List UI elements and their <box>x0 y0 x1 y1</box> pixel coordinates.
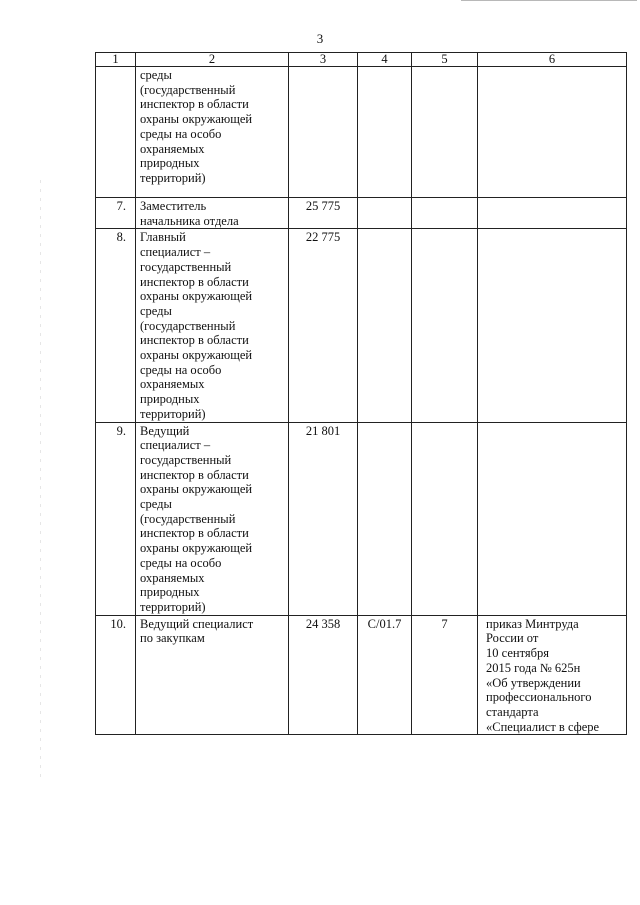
row-number: 10. <box>96 615 136 735</box>
salary <box>289 67 358 198</box>
table-row <box>96 67 627 198</box>
row-number: 9. <box>96 422 136 615</box>
table-header-row <box>96 53 627 67</box>
header-col-4: 4 <box>358 53 412 67</box>
standard-order: приказ Минтруда России от 10 сентября 2015 года № 625н «Об утверждении профессионального стандарта «Специалист в сфере <box>478 615 627 735</box>
table-row <box>96 422 627 615</box>
function-code: C/01.7 <box>358 615 412 735</box>
table-row <box>96 229 627 422</box>
function-code <box>358 67 412 198</box>
header-col-6: 6 <box>478 53 627 67</box>
standard-order <box>478 422 627 615</box>
row-number: 8. <box>96 229 136 422</box>
position-name: Ведущий специалист по закупкам <box>136 615 289 735</box>
staff-table <box>95 52 627 735</box>
standard-order <box>478 198 627 229</box>
qualification-level: 7 <box>412 615 478 735</box>
salary: 24 358 <box>289 615 358 735</box>
header-col-5: 5 <box>412 53 478 67</box>
header-col-2: 2 <box>136 53 289 67</box>
header-col-1: 1 <box>96 53 136 67</box>
standard-order <box>478 67 627 198</box>
salary: 25 775 <box>289 198 358 229</box>
salary: 21 801 <box>289 422 358 615</box>
function-code <box>358 198 412 229</box>
page-number: 3 <box>316 31 324 46</box>
qualification-level <box>412 422 478 615</box>
qualification-level <box>412 229 478 422</box>
function-code <box>358 229 412 422</box>
qualification-level <box>412 198 478 229</box>
row-number: 7. <box>96 198 136 229</box>
salary: 22 775 <box>289 229 358 422</box>
position-name: среды (государственный инспектор в области охраны окружающей среды на особо охраняемых природных территорий) <box>136 67 289 198</box>
header-col-3: 3 <box>289 53 358 67</box>
function-code <box>358 422 412 615</box>
table-row <box>96 615 627 735</box>
standard-order <box>478 229 627 422</box>
qualification-level <box>412 67 478 198</box>
position-name: Ведущий специалист – государственный инспектор в области охраны окружающей среды (государственный инспектор в области охраны окружающей среды на особо охраняемых природных территорий) <box>136 422 289 615</box>
table-row <box>96 198 627 229</box>
position-name: Заместитель начальника отдела <box>136 198 289 229</box>
row-number <box>96 67 136 198</box>
scan-edge-mark <box>461 0 637 1</box>
scan-artifact-line <box>40 180 41 780</box>
position-name: Главный специалист – государственный инспектор в области охраны окружающей среды (государственный инспектор в области охраны окружающей среды на особо охраняемых природных территорий) <box>136 229 289 422</box>
